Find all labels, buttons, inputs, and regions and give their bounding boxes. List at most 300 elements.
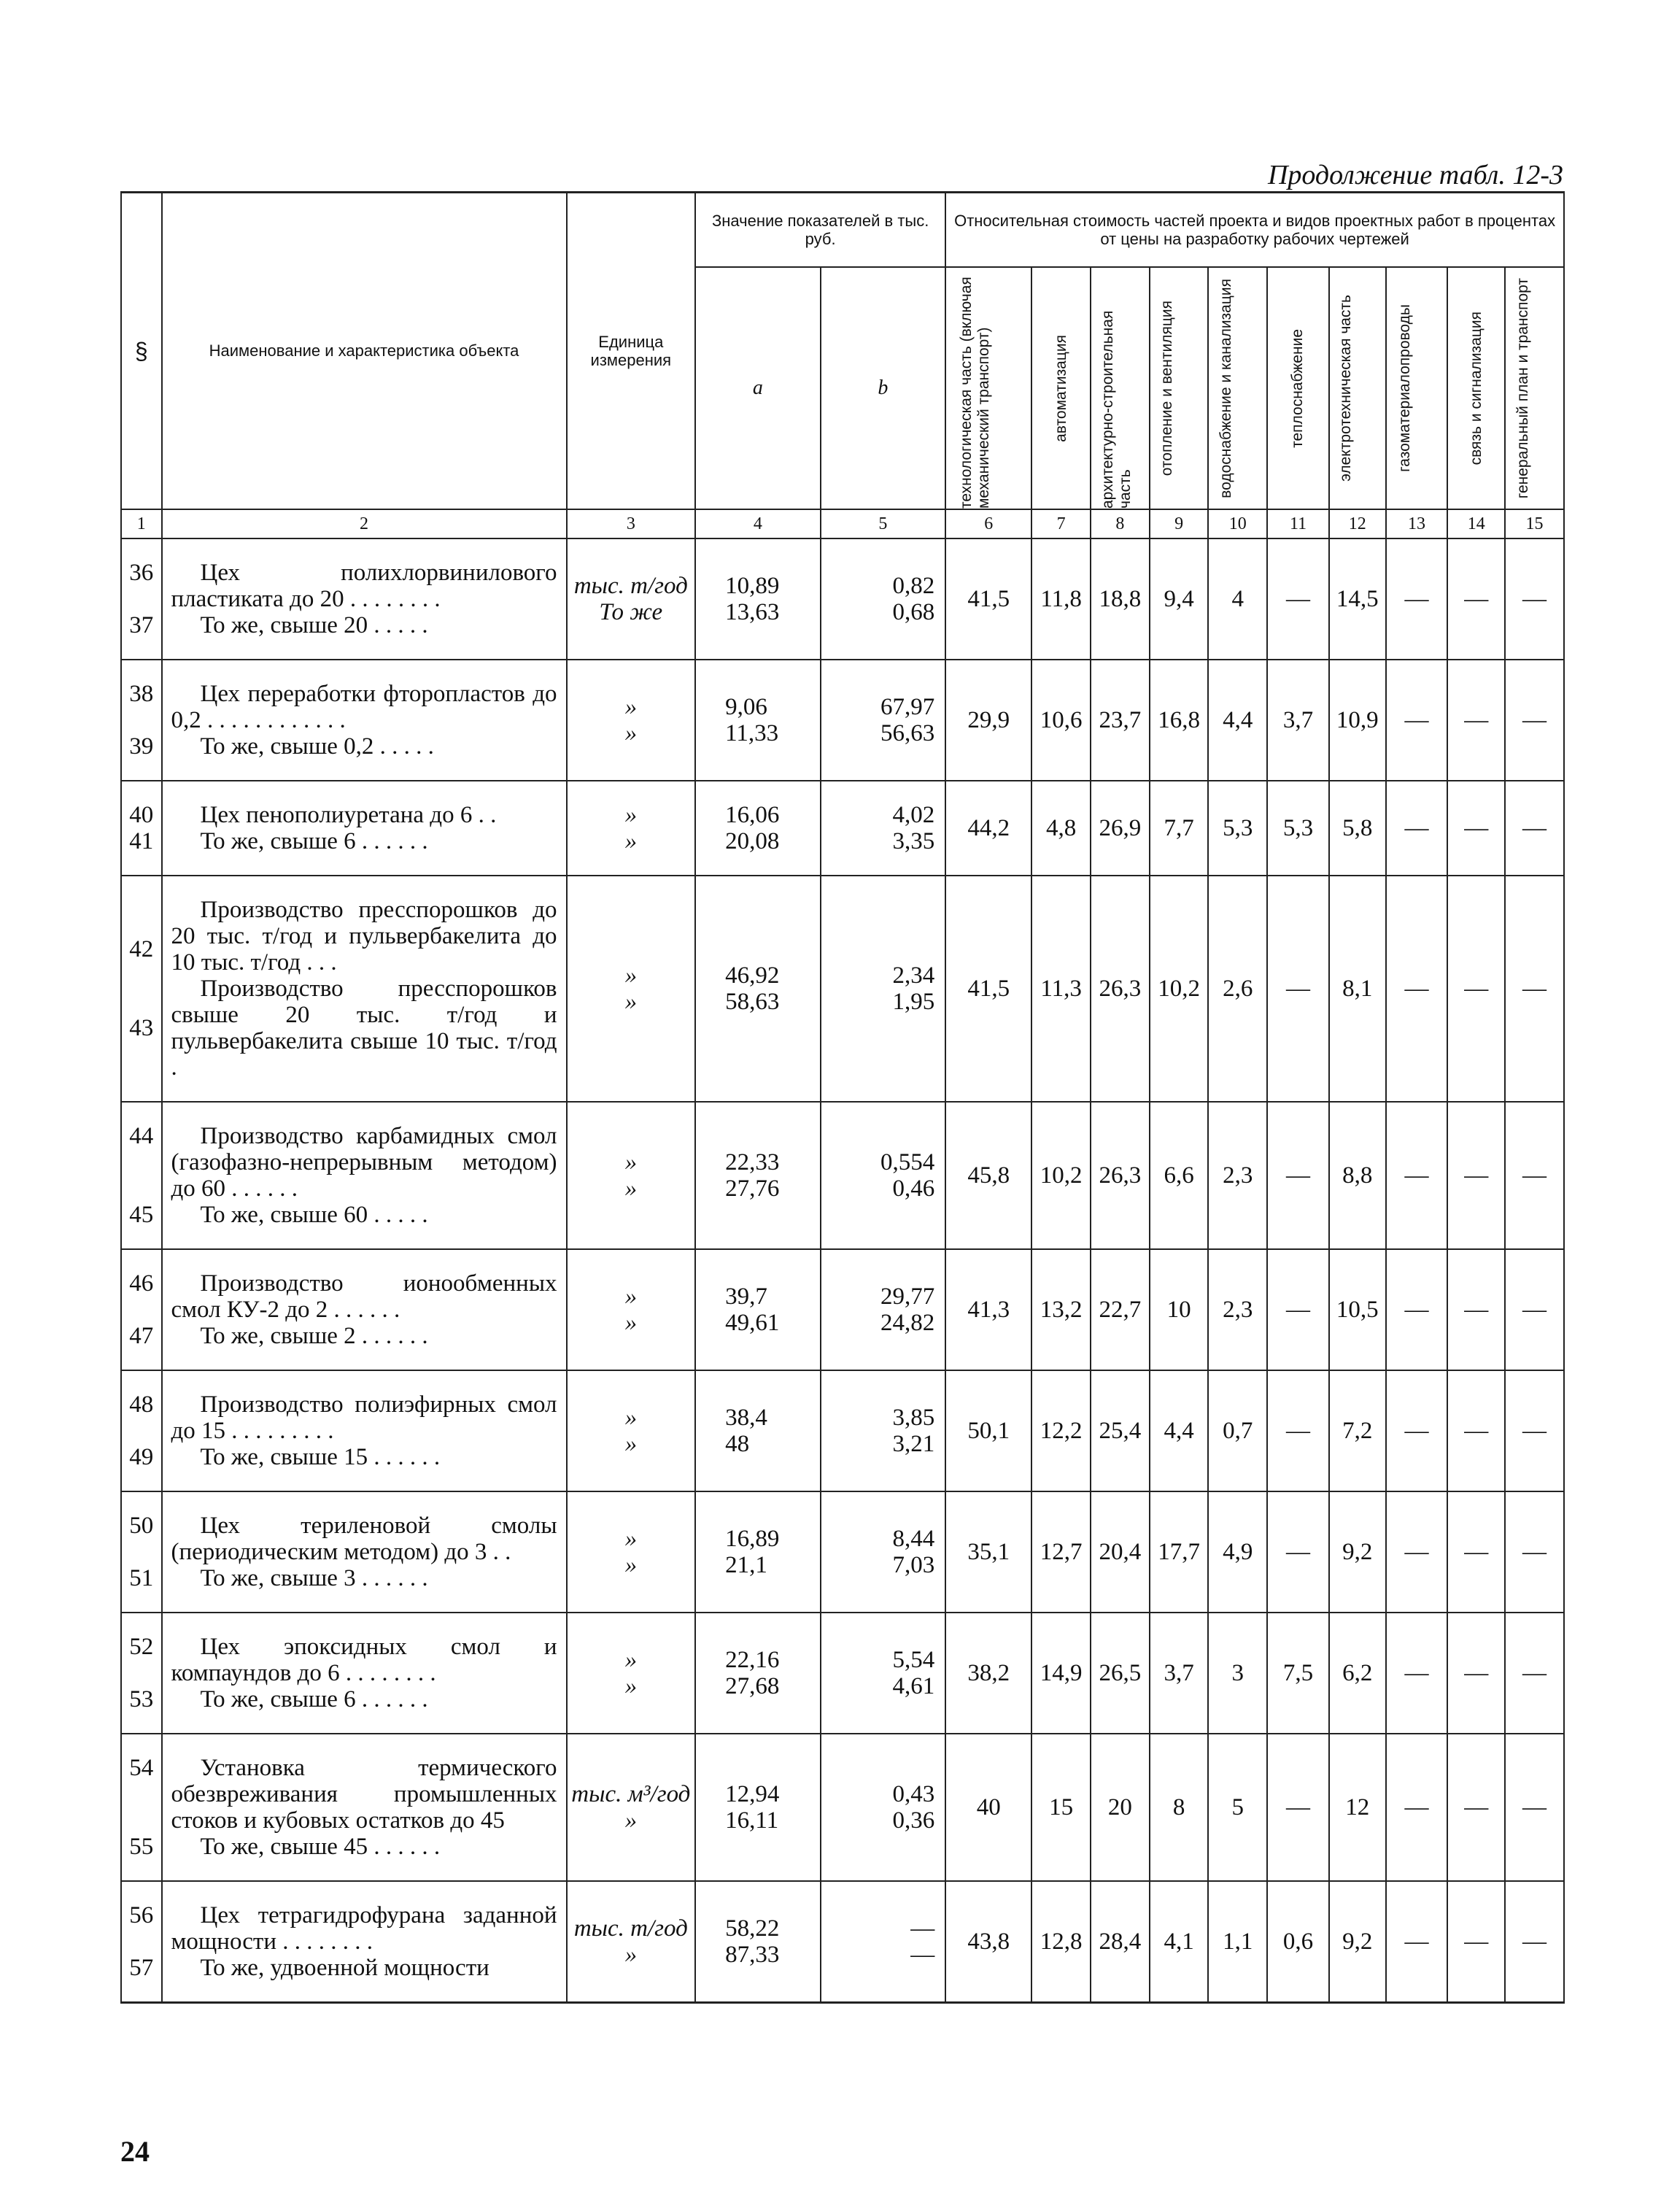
value-b: 1,95 [892, 989, 935, 1015]
percent-cell: — [1447, 1734, 1505, 1881]
row-group [121, 1881, 1564, 2003]
object-name-cell [162, 1491, 567, 1613]
column-numbers-row [121, 509, 1564, 538]
value-a-cell [695, 660, 821, 781]
value-a: 16,06 [725, 802, 780, 828]
value-a-cell [695, 1102, 821, 1249]
header-values-group: Значение показателей в тыс. руб. [695, 193, 945, 268]
value-a: 16,11 [725, 1807, 779, 1834]
unit-cell [567, 781, 696, 876]
percent-cell: 20 [1091, 1734, 1150, 1881]
percent-cell: 0,7 [1208, 1370, 1267, 1491]
unit-value: » [624, 1552, 638, 1578]
value-b: — [910, 1915, 935, 1942]
object-name: Производство пресспорошков до 20 тыс. т/год и пульвербакелита до 10 тыс. т/год . . . [171, 897, 557, 976]
cost-table [120, 191, 1565, 2004]
object-name: Производство полиэфирных смол до 15 . . . . . . . . . [171, 1391, 557, 1444]
unit-cell [567, 538, 696, 660]
column-number: 12 [1329, 509, 1386, 538]
object-name: То же, свыше 2 . . . . . . [200, 1323, 428, 1349]
value-a: 22,16 [725, 1647, 780, 1673]
value-b: 0,68 [892, 599, 935, 625]
table-row [121, 781, 1564, 876]
object-name: То же, свыше 20 . . . . . [200, 612, 428, 638]
item-number-cell [121, 1102, 162, 1249]
unit-cell [567, 1613, 696, 1734]
value-b: — [910, 1942, 935, 1968]
value-b-cell [821, 1102, 946, 1249]
percent-cell: 2,6 [1208, 876, 1267, 1102]
value-a: 21,1 [725, 1552, 767, 1578]
percent-cell: — [1386, 1491, 1448, 1613]
value-a: 39,7 [725, 1283, 767, 1310]
column-number: 9 [1150, 509, 1209, 538]
row-group [121, 1370, 1564, 1491]
table-row [121, 1102, 1564, 1249]
unit-value: тыс. т/год [573, 573, 688, 599]
percent-cell: — [1447, 876, 1505, 1102]
column-number: 11 [1267, 509, 1329, 538]
object-name-cell [162, 1881, 567, 2003]
percent-cell: 5 [1208, 1734, 1267, 1881]
percent-cell: — [1267, 1734, 1329, 1881]
percent-cell: — [1505, 660, 1564, 781]
item-number: 38 [129, 681, 154, 707]
unit-value: » [624, 1647, 638, 1673]
row-group [121, 781, 1564, 876]
percent-cell: — [1505, 1613, 1564, 1734]
unit-value: тыс. т/год [573, 1915, 688, 1942]
percent-cell: 10,2 [1150, 876, 1209, 1102]
item-number-cell [121, 1881, 162, 2003]
percent-cell: 18,8 [1091, 538, 1150, 660]
value-a: 20,08 [725, 828, 780, 854]
header-technology: технологическая часть (включая механический транспорт) [945, 267, 1031, 509]
percent-cell: 8 [1150, 1734, 1209, 1881]
value-a: 87,33 [725, 1942, 780, 1968]
column-number: 8 [1091, 509, 1150, 538]
percent-cell: 3,7 [1150, 1613, 1209, 1734]
value-b: 67,97 [880, 694, 935, 720]
percent-cell: 26,9 [1091, 781, 1150, 876]
row-group [121, 1491, 1564, 1613]
unit-value: » [624, 962, 638, 989]
row-group [121, 660, 1564, 781]
value-b: 5,54 [892, 1647, 935, 1673]
object-name: То же, свыше 6 . . . . . . [200, 1686, 428, 1713]
value-a: 58,22 [725, 1915, 780, 1942]
percent-cell: 41,3 [945, 1249, 1031, 1370]
percent-cell: 9,2 [1329, 1881, 1386, 2003]
value-b-cell [821, 1249, 946, 1370]
row-group [121, 1249, 1564, 1370]
unit-value: » [624, 1807, 638, 1834]
value-b-cell [821, 1613, 946, 1734]
percent-cell: 12,2 [1031, 1370, 1091, 1491]
unit-value: » [624, 1673, 638, 1699]
value-b: 0,82 [892, 573, 935, 599]
percent-cell: 4,4 [1150, 1370, 1209, 1491]
percent-cell: — [1267, 1370, 1329, 1491]
value-b: 4,02 [892, 802, 935, 828]
percent-cell: — [1267, 1102, 1329, 1249]
percent-cell: 38,2 [945, 1613, 1031, 1734]
value-a: 27,76 [725, 1175, 780, 1202]
percent-cell: — [1386, 660, 1448, 781]
table-row [121, 1491, 1564, 1613]
object-name: Цех полихлорвинилового пластиката до 20 . . . . . . . . [171, 560, 557, 612]
unit-value: » [624, 694, 638, 720]
value-b-cell [821, 781, 946, 876]
value-b: 3,85 [892, 1405, 935, 1431]
value-b-cell [821, 1734, 946, 1881]
percent-cell: 3,7 [1267, 660, 1329, 781]
percent-cell: 12,8 [1031, 1881, 1091, 2003]
unit-value: » [624, 1942, 638, 1968]
value-b-cell [821, 660, 946, 781]
percent-cell: — [1447, 1370, 1505, 1491]
percent-cell: 2,3 [1208, 1249, 1267, 1370]
percent-cell: 12,7 [1031, 1491, 1091, 1613]
column-number: 6 [945, 509, 1031, 538]
percent-cell: 7,5 [1267, 1613, 1329, 1734]
object-name-cell [162, 538, 567, 660]
item-number-cell [121, 781, 162, 876]
percent-cell: — [1447, 660, 1505, 781]
item-number: 40 [129, 802, 154, 828]
object-name: То же, свыше 15 . . . . . . [200, 1444, 441, 1470]
percent-cell: 0,6 [1267, 1881, 1329, 2003]
value-a-cell [695, 1249, 821, 1370]
item-number-cell [121, 1491, 162, 1613]
value-a: 38,4 [725, 1405, 767, 1431]
value-a-cell [695, 538, 821, 660]
row-group [121, 1613, 1564, 1734]
value-a-cell [695, 1613, 821, 1734]
table-row [121, 1613, 1564, 1734]
percent-cell: — [1386, 1881, 1448, 2003]
value-a: 16,89 [725, 1526, 780, 1552]
unit-value: » [624, 1405, 638, 1431]
value-b-cell [821, 538, 946, 660]
value-a: 48 [725, 1431, 750, 1457]
header-communications: связь и сигнализация [1447, 267, 1505, 509]
object-name: Производство карбамидных смол (газофазно-непрерывным методом) до 60 . . . . . . [171, 1123, 557, 1202]
item-number: 56 [129, 1902, 154, 1928]
item-number: 47 [129, 1323, 154, 1349]
row-group [121, 1102, 1564, 1249]
unit-value: » [624, 802, 638, 828]
table-row [121, 660, 1564, 781]
header-section: § [121, 193, 162, 510]
percent-cell: 4 [1208, 538, 1267, 660]
header-row-1 [121, 193, 1564, 268]
percent-cell: 5,3 [1208, 781, 1267, 876]
column-number: 7 [1031, 509, 1091, 538]
percent-cell: 7,2 [1329, 1370, 1386, 1491]
percent-cell: — [1386, 876, 1448, 1102]
percent-cell: 14,5 [1329, 538, 1386, 660]
percent-cell: — [1386, 1734, 1448, 1881]
percent-cell: 11,8 [1031, 538, 1091, 660]
percent-cell: — [1386, 1102, 1448, 1249]
object-name: То же, удвоенной мощности [200, 1955, 489, 1981]
header-col-a: a [695, 267, 821, 509]
percent-cell: 4,1 [1150, 1881, 1209, 2003]
percent-cell: 40 [945, 1734, 1031, 1881]
value-b: 0,554 [880, 1149, 935, 1175]
unit-value: То же [599, 599, 663, 625]
unit-value: тыс. м³/год [571, 1781, 691, 1807]
percent-cell: — [1505, 1491, 1564, 1613]
item-number: 53 [129, 1686, 154, 1713]
percent-cell: — [1505, 1881, 1564, 2003]
unit-cell [567, 1881, 696, 2003]
item-number: 43 [129, 1015, 154, 1041]
table-row [121, 1881, 1564, 2003]
column-number: 15 [1505, 509, 1564, 538]
percent-cell: — [1505, 538, 1564, 660]
header-automation: автоматизация [1031, 267, 1091, 509]
object-name-cell [162, 1734, 567, 1881]
object-name: Цех пенополиуретана до 6 . . [200, 802, 497, 828]
unit-cell [567, 1491, 696, 1613]
unit-cell [567, 876, 696, 1102]
table-row [121, 1370, 1564, 1491]
percent-cell: 10,5 [1329, 1249, 1386, 1370]
header-general-plan: генеральный план и транспорт [1505, 267, 1564, 509]
item-number: 51 [129, 1565, 154, 1591]
percent-cell: 22,7 [1091, 1249, 1150, 1370]
column-number: 1 [121, 509, 162, 538]
unit-cell [567, 1249, 696, 1370]
column-number: 13 [1386, 509, 1448, 538]
percent-cell: 7,7 [1150, 781, 1209, 876]
percent-cell: 25,4 [1091, 1370, 1150, 1491]
percent-cell: 50,1 [945, 1370, 1031, 1491]
percent-cell: 28,4 [1091, 1881, 1150, 2003]
value-b-cell [821, 1370, 946, 1491]
percent-cell: 44,2 [945, 781, 1031, 876]
page-number: 24 [120, 2135, 150, 2168]
row-group [121, 876, 1564, 1102]
item-number: 41 [129, 828, 154, 854]
percent-cell: 4,8 [1031, 781, 1091, 876]
object-name-cell [162, 1102, 567, 1249]
percent-cell: 17,7 [1150, 1491, 1209, 1613]
percent-cell: — [1267, 876, 1329, 1102]
percent-cell: 8,1 [1329, 876, 1386, 1102]
percent-cell: 10,9 [1329, 660, 1386, 781]
value-a: 27,68 [725, 1673, 780, 1699]
item-number: 42 [129, 936, 154, 962]
item-number: 57 [129, 1955, 154, 1981]
item-number: 36 [129, 560, 154, 586]
percent-cell: — [1386, 781, 1448, 876]
item-number-cell [121, 1734, 162, 1881]
item-number: 49 [129, 1444, 154, 1470]
value-a-cell [695, 1734, 821, 1881]
value-a: 9,06 [725, 694, 767, 720]
percent-cell: 43,8 [945, 1881, 1031, 2003]
value-b-cell [821, 876, 946, 1102]
value-b-cell [821, 1491, 946, 1613]
value-a-cell [695, 781, 821, 876]
value-b: 0,43 [892, 1781, 935, 1807]
column-number: 14 [1447, 509, 1505, 538]
unit-value: » [624, 1310, 638, 1336]
header-col-b: b [821, 267, 946, 509]
percent-cell: — [1447, 1613, 1505, 1734]
value-a: 12,94 [725, 1781, 780, 1807]
header-heat-supply: теплоснабжение [1267, 267, 1329, 509]
column-number: 10 [1208, 509, 1267, 538]
item-number: 48 [129, 1391, 154, 1418]
object-name: Установка термического обезвреживания промышленных стоков и кубовых остатков до 45 [171, 1755, 557, 1834]
header-water-sewage: водоснабжение и канализация [1208, 267, 1267, 509]
header-unit: Единица измерения [567, 193, 696, 510]
percent-cell: 26,3 [1091, 1102, 1150, 1249]
item-number: 44 [129, 1123, 154, 1149]
percent-cell: 13,2 [1031, 1249, 1091, 1370]
column-number: 3 [567, 509, 696, 538]
value-b: 24,82 [880, 1310, 935, 1336]
percent-cell: — [1447, 1881, 1505, 2003]
object-name-cell [162, 660, 567, 781]
percent-cell: 4,4 [1208, 660, 1267, 781]
percent-cell: — [1386, 538, 1448, 660]
column-number: 5 [821, 509, 946, 538]
item-number-cell [121, 660, 162, 781]
item-number: 50 [129, 1513, 154, 1539]
percent-cell: 3 [1208, 1613, 1267, 1734]
value-a: 11,33 [725, 720, 779, 746]
object-name: Цех эпоксидных смол и компаундов до 6 . . . . . . . . [171, 1634, 557, 1686]
percent-cell: — [1386, 1370, 1448, 1491]
percent-cell: — [1447, 1249, 1505, 1370]
percent-cell: — [1505, 1734, 1564, 1881]
value-b: 3,21 [892, 1431, 935, 1457]
unit-value: » [624, 828, 638, 854]
table-caption: Продолжение табл. 12-3 [1267, 160, 1563, 190]
value-a-cell [695, 1370, 821, 1491]
value-b: 0,36 [892, 1807, 935, 1834]
object-name: То же, свыше 60 . . . . . [200, 1202, 428, 1228]
object-name: Цех териленовой смолы (периодическим методом) до 3 . . [171, 1513, 557, 1565]
percent-cell: 16,8 [1150, 660, 1209, 781]
column-number: 2 [162, 509, 567, 538]
unit-cell [567, 1370, 696, 1491]
object-name: Производство ионообменных смол КУ-2 до 2 . . . . . . [171, 1270, 557, 1323]
item-number: 55 [129, 1834, 154, 1860]
percent-cell: — [1505, 1249, 1564, 1370]
percent-cell: — [1447, 1102, 1505, 1249]
unit-value: » [624, 720, 638, 746]
header-architecture: архитектурно-строительная часть [1091, 267, 1150, 509]
percent-cell: — [1267, 1249, 1329, 1370]
percent-cell: — [1505, 1102, 1564, 1249]
percent-cell: — [1267, 538, 1329, 660]
percent-cell: — [1386, 1249, 1448, 1370]
percent-cell: 41,5 [945, 876, 1031, 1102]
item-number-cell [121, 1249, 162, 1370]
unit-cell [567, 1734, 696, 1881]
percent-cell: 15 [1031, 1734, 1091, 1881]
percent-cell: — [1447, 781, 1505, 876]
percent-cell: 35,1 [945, 1491, 1031, 1613]
percent-cell: — [1447, 1491, 1505, 1613]
percent-cell: 10,6 [1031, 660, 1091, 781]
value-a: 49,61 [725, 1310, 780, 1336]
percent-cell: 10 [1150, 1249, 1209, 1370]
value-b: 0,46 [892, 1175, 935, 1202]
item-number-cell [121, 538, 162, 660]
value-a: 58,63 [725, 989, 780, 1015]
object-name: Производство пресспорошков свыше 20 тыс. т/год и пульвербакелита свыше 10 тыс. т/год . [171, 976, 557, 1081]
percent-cell: — [1447, 538, 1505, 660]
header-relative-group: Относительная стоимость частей проекта и видов проектных работ в процентах от цены на разработку рабочих чертежей [945, 193, 1564, 268]
value-b: 56,63 [880, 720, 935, 746]
value-a: 46,92 [725, 962, 780, 989]
percent-cell: — [1505, 781, 1564, 876]
unit-cell [567, 660, 696, 781]
unit-value: » [624, 1283, 638, 1310]
object-name: То же, свыше 6 . . . . . . [200, 828, 428, 854]
percent-cell: 23,7 [1091, 660, 1150, 781]
percent-cell: 1,1 [1208, 1881, 1267, 2003]
header-name: Наименование и характеристика объекта [162, 193, 567, 510]
item-number: 54 [129, 1755, 154, 1781]
column-number: 4 [695, 509, 821, 538]
value-b: 8,44 [892, 1526, 935, 1552]
percent-cell: 29,9 [945, 660, 1031, 781]
value-b: 4,61 [892, 1673, 935, 1699]
percent-cell: 5,3 [1267, 781, 1329, 876]
table-row [121, 1734, 1564, 1881]
percent-cell: — [1386, 1613, 1448, 1734]
percent-cell: 9,2 [1329, 1491, 1386, 1613]
value-b: 3,35 [892, 828, 935, 854]
unit-value: » [624, 1431, 638, 1457]
table-row [121, 876, 1564, 1102]
item-number-cell [121, 876, 162, 1102]
percent-cell: 11,3 [1031, 876, 1091, 1102]
row-group [121, 1734, 1564, 1881]
percent-cell: — [1505, 876, 1564, 1102]
header-heating-ventilation: отопление и вентиляция [1150, 267, 1209, 509]
unit-value: » [624, 1149, 638, 1175]
percent-cell: 6,2 [1329, 1613, 1386, 1734]
percent-cell: 8,8 [1329, 1102, 1386, 1249]
object-name-cell [162, 1613, 567, 1734]
percent-cell: 12 [1329, 1734, 1386, 1881]
header-electrical: электротехническая часть [1329, 267, 1386, 509]
value-a-cell [695, 876, 821, 1102]
object-name-cell [162, 876, 567, 1102]
percent-cell: 6,6 [1150, 1102, 1209, 1249]
table-row [121, 1249, 1564, 1370]
percent-cell: 20,4 [1091, 1491, 1150, 1613]
percent-cell: 26,5 [1091, 1613, 1150, 1734]
value-b-cell [821, 1881, 946, 2003]
item-number: 52 [129, 1634, 154, 1660]
object-name: То же, свыше 0,2 . . . . . [200, 733, 434, 760]
value-a-cell [695, 1491, 821, 1613]
percent-cell: 9,4 [1150, 538, 1209, 660]
percent-cell: 45,8 [945, 1102, 1031, 1249]
value-b: 7,03 [892, 1552, 935, 1578]
object-name: Цех переработки фторопластов до 0,2 . . . . . . . . . . . . [171, 681, 557, 733]
